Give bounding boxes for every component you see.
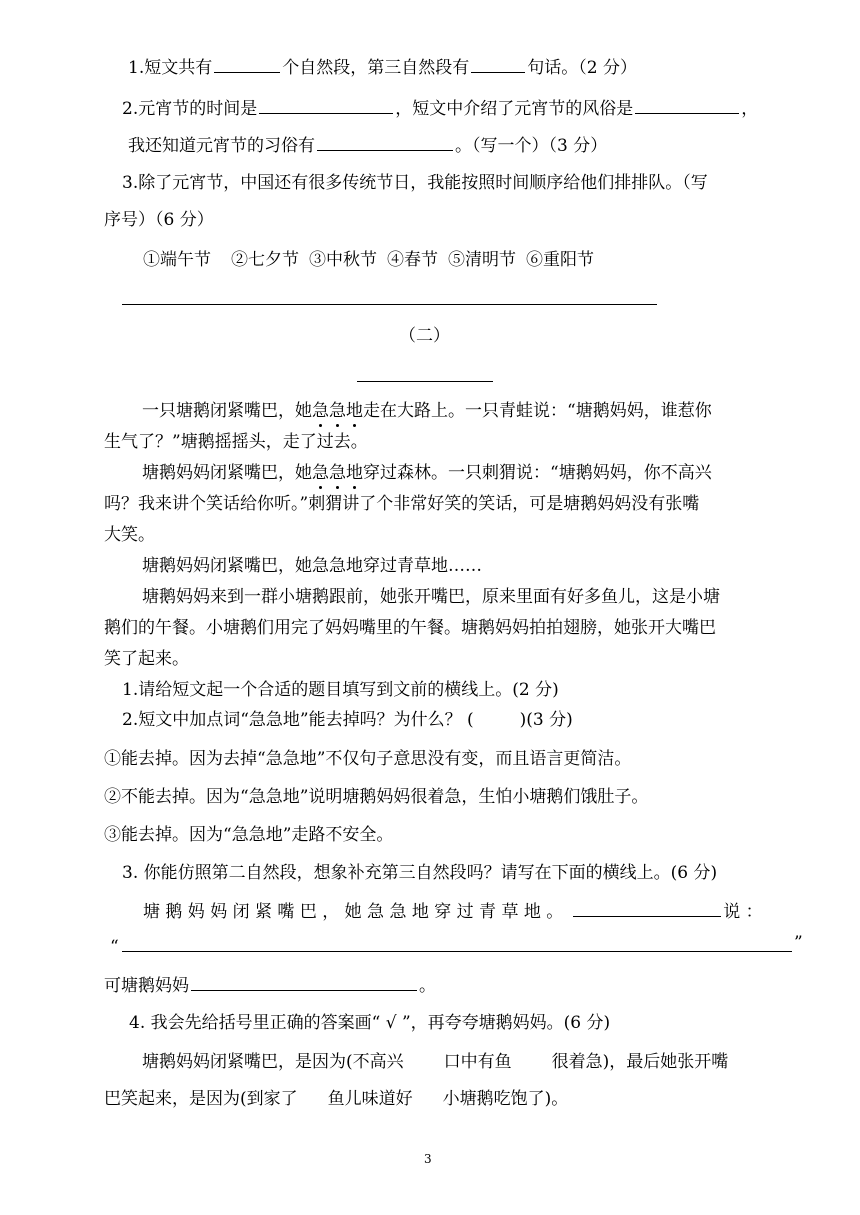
answer-blank[interactable] [317, 134, 453, 151]
question-2-2: 2.短文中加点词“急急地”能去掉吗？为什么？ ( )(3 分) [122, 710, 573, 730]
story-paragraph-2-line2: 吗？我来讲个笑话给你听。”刺猬讲了个非常好笑的笑话，可是塘鹅妈妈没有张嘴 [104, 494, 700, 514]
question-1-2-line2: 我还知道元宵节的习俗有 。（写一个）（3 分） [128, 136, 608, 156]
question-2-1: 1.请给短文起一个合适的题目填写到文前的横线上。(2 分) [122, 680, 559, 700]
question-1-2: 2.元宵节的时间是 ，短文中介绍了元宵节的风俗是 ， [122, 99, 759, 119]
dotted-char: 地 [346, 401, 363, 421]
answer-blank[interactable] [635, 97, 739, 114]
story-paragraph-1-line2: 生气了？”塘鹅摇摇头，走了过去。 [104, 432, 368, 452]
title-blank-line[interactable] [357, 381, 493, 382]
option-3: ③中秋节 [309, 250, 377, 270]
question-2-3-line2: 塘 鹅 妈 妈 闭 紧 嘴 巴 ， 她 急 急 地 穿 过 青 草 地 。 说 ： [143, 902, 763, 922]
story-paragraph-1: 一只塘鹅闭紧嘴巴，她急急地走在大路上。一只青蛙说：“塘鹅妈妈，谁惹你 [142, 401, 712, 421]
option-1: ①端午节 [143, 250, 211, 270]
option-4: ④春节 [387, 250, 438, 270]
answer-line[interactable] [122, 304, 657, 305]
choice-1: ①能去掉。因为去掉“急急地”不仅句子意思没有变，而且语言更简洁。 [104, 749, 632, 769]
answer-line[interactable] [122, 951, 792, 952]
question-1-3-line2: 序号）（6 分） [104, 210, 214, 230]
choice-2: ②不能去掉。因为“急急地”说明塘鹅妈妈很着急，生怕小塘鹅们饿肚子。 [104, 787, 649, 807]
close-quote: ” [794, 933, 803, 953]
story-paragraph-4-line2: 鹅们的午餐。小塘鹅们用完了妈妈嘴里的午餐。塘鹅妈妈拍拍翅膀，她张开大嘴巴 [104, 618, 716, 638]
question-2-3-line4: 可塘鹅妈妈 。 [104, 976, 436, 996]
option-2: ②七夕节 [231, 250, 299, 270]
dotted-char: 急 [329, 463, 346, 483]
page-number: 3 [424, 1152, 432, 1166]
festival-options [143, 249, 594, 271]
option-6: ⑥重阳节 [526, 250, 594, 270]
dotted-char: 急 [312, 463, 329, 483]
question-2-3: 3. 你能仿照第二自然段，想象补充第三自然段吗？请写在下面的横线上。(6 分) [122, 863, 718, 883]
question-2-4-line3: 巴笑起来，是因为(到家了 鱼儿味道好 小塘鹅吃饱了)。 [104, 1089, 569, 1109]
choice-option[interactable]: 鱼儿味道好 [327, 1089, 413, 1109]
story-paragraph-2: 塘鹅妈妈闭紧嘴巴，她急急地穿过森林。一只刺猬说：“塘鹅妈妈，你不高兴 [142, 463, 712, 483]
open-quote: “ [110, 937, 119, 957]
question-1-1: 1.短文共有 个自然段，第三自然段有 句话。（2 分） [128, 58, 637, 78]
section-title: （二） [399, 326, 450, 346]
answer-blank[interactable] [191, 974, 417, 991]
choice-option[interactable]: 口中有鱼 [443, 1052, 512, 1072]
question-2-4: 4. 我会先给括号里正确的答案画“ √ ”，再夸夸塘鹅妈妈。(6 分) [129, 1013, 611, 1033]
choice-3: ③能去掉。因为“急急地”走路不安全。 [104, 825, 394, 845]
answer-blank[interactable] [259, 97, 393, 114]
story-paragraph-4: 塘鹅妈妈来到一群小塘鹅跟前，她张开嘴巴，原来里面有好多鱼儿，这是小塘 [142, 587, 720, 607]
option-5: ⑤清明节 [448, 250, 516, 270]
question-1-3: 3.除了元宵节，中国还有很多传统节日，我能按照时间顺序给他们排排队。（写 [122, 173, 708, 193]
answer-blank[interactable] [573, 900, 721, 917]
story-paragraph-4-line3: 笑了起来。 [104, 649, 189, 669]
story-paragraph-2-line3: 大笑。 [104, 525, 155, 545]
dotted-char: 地 [346, 463, 363, 483]
dotted-char: 急 [312, 401, 329, 421]
answer-blank[interactable] [471, 56, 525, 73]
answer-blank[interactable] [214, 56, 280, 73]
dotted-char: 急 [329, 401, 346, 421]
story-paragraph-3: 塘鹅妈妈闭紧嘴巴，她急急地穿过青草地…… [142, 556, 482, 576]
question-2-4-line2: 塘鹅妈妈闭紧嘴巴，是因为(不高兴 口中有鱼 很着急)，最后她张开嘴 [142, 1052, 729, 1072]
